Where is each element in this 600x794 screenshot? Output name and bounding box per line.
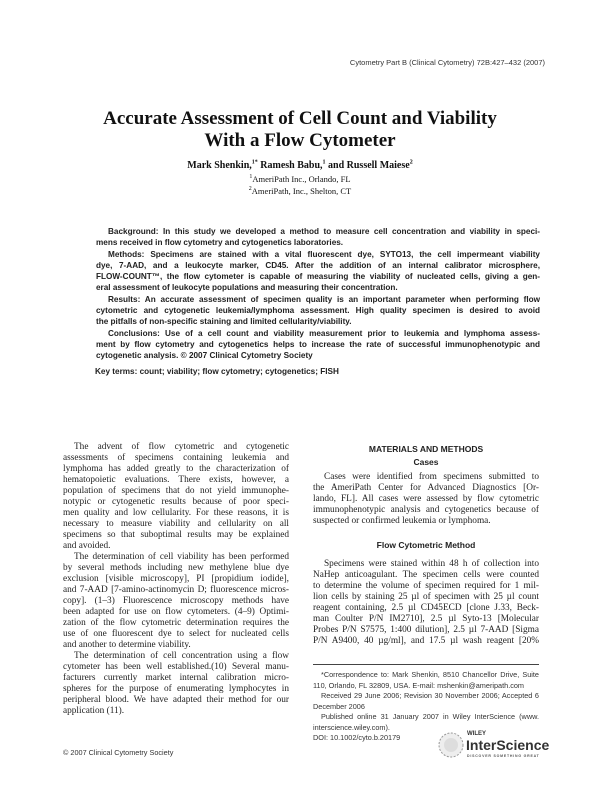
text-line: to determine the volume of specimen required for 1 mil- <box>313 581 539 591</box>
footnote-line: DOI: 10.1002/cyto.b.20179 <box>313 733 401 742</box>
text-line: The determination of cell viability has been performed <box>74 552 289 562</box>
text-line: lymphoma has added greatly to the characterization of <box>63 464 289 474</box>
text-line: exclusion [visible microscopy], PI [propidium iodide], <box>63 574 289 584</box>
cases-paragraph <box>313 472 539 527</box>
text-line: P/N A9400, 40 µg/ml], and 17.5 µl wash reagent [20% <box>313 636 539 646</box>
text-line: specimens so that suboptimal results may be explained <box>63 530 289 540</box>
text-line: man Coulter P/N IM2710], 2.5 µl Syto-13 [Molecular <box>313 614 539 624</box>
abstract-line: FLOW-COUNT™, the flow cytometer is capable of measuring the viability of nucleated cells, giving a gen- <box>96 272 540 282</box>
abstract-line: ment by flow cytometry and cytogenetics helps to increase the rate of successful immunophenotypic and <box>96 339 540 349</box>
text-line: use of one fluorescent dye to select for nucleated cells <box>63 629 289 639</box>
text-line: notypic or cytogenetic results because of poor speci- <box>63 497 289 507</box>
footnote-line: December 2006 <box>313 701 365 711</box>
abstract-line: the pitfalls of non-specific staining and limited cellularity/viability. <box>96 317 352 327</box>
subheading-cases: Cases <box>413 457 439 467</box>
text-line: and another to determine viability. <box>63 640 191 650</box>
affiliation-text: AmeriPath, Inc., Shelton, CT <box>251 186 352 196</box>
text-line: by several methods including new methylene blue dye <box>63 563 289 573</box>
abstract-line: Methods: Specimens are stained with a vital fluorescent dye, SYTO13, the cell impermeant viability <box>108 249 540 259</box>
footnote-line: *Correspondence to: Mark Shenkin, 8510 Chancellor Drive, Suite <box>321 670 539 679</box>
text-line: facturers currently market internal calibration micro- <box>63 673 289 683</box>
text-line: and avoided. <box>63 541 111 551</box>
text-line: suspected or confirmed leukemia or lymphoma. <box>313 516 491 526</box>
logo-brand: WILEY <box>467 731 486 737</box>
affil-mark: 1 <box>322 159 326 166</box>
text-line: NaHep anticoagulant. The specimen cells were counted <box>313 570 539 580</box>
affil-mark: 1 <box>249 174 253 181</box>
abstract <box>96 226 540 362</box>
text-line: necessary to measure viability and cellularity on all <box>63 519 289 529</box>
text-line: Cases were identified from specimens submitted to <box>324 472 539 482</box>
text-line: assessments of specimens containing leukemia and <box>63 453 289 463</box>
footnote-line: Received 29 June 2006; Revision 30 November 2006; Accepted 6 <box>321 691 539 700</box>
abstract-line: mens received in flow cytometry and cytogenetics laboratories. <box>96 238 344 248</box>
logo-name: InterScience <box>466 737 550 753</box>
author-list <box>0 160 600 172</box>
abstract-line: cytogenetic analysis. © 2007 Clinical Cytometry Society <box>96 351 313 361</box>
affiliation-text: AmeriPath Inc., Orlando, FL <box>252 174 351 184</box>
text-line: population of specimens that do not yield immunophe- <box>63 486 289 496</box>
text-line: Probes P/N S7575, 1:400 dilution], 2.5 µl 7-AAD [Sigma <box>313 625 539 635</box>
text-line: hematopoietic evaluations. There exists, however, a <box>63 475 289 485</box>
logo-tagline: DISCOVER SOMETHING GREAT <box>467 754 540 758</box>
text-line: reagent containing, 2.5 µl CD45ECD [clone J.33, Beck- <box>313 603 539 613</box>
text-line: been adapted for use on flow cytometers. (4–9) Optimi- <box>63 607 289 617</box>
affil-mark: 2 <box>409 159 413 166</box>
subheading-flow-method: Flow Cytometric Method <box>376 540 476 550</box>
text-line: cytometer has been well established.(10) Several manu- <box>63 662 289 672</box>
wiley-interscience-logo <box>437 730 550 762</box>
text-line: the AmeriPath Center for Advanced Diagnostics [Or- <box>313 483 539 493</box>
flow-method-paragraph <box>313 559 539 647</box>
author: Ramesh Babu, <box>257 160 323 171</box>
affil-mark: 1* <box>251 159 258 166</box>
section-heading: MATERIALS AND METHODS <box>368 444 484 454</box>
text-line: immunophenotypic analysis and cytogenetics because of <box>313 505 539 515</box>
key-terms: Key terms: count; viability; flow cytometry; cytogenetics; FISH <box>95 367 339 376</box>
text-line: spheres for the purpose of enumerating lymphocytes in <box>63 684 289 694</box>
text-line: The determination of cell concentration using a flow <box>74 651 289 661</box>
title-line: With a Flow Cytometer <box>204 130 396 151</box>
text-line: zation of the flow cytometric determination requires the <box>63 618 289 628</box>
footnote-line: interscience.wiley.com). <box>313 722 390 732</box>
text-line: lion cells by staining 25 µl of specimen with 25 µl count <box>313 592 539 602</box>
affiliation <box>0 174 600 185</box>
text-line: The advent of flow cytometric and cytogenetic <box>74 442 289 452</box>
affil-mark: 2 <box>248 186 252 193</box>
intro-column <box>63 442 289 717</box>
text-line: men quality and low cellularity. For these reasons, it is <box>63 508 289 518</box>
author: Mark Shenkin, <box>187 160 252 171</box>
text-line: Specimens were stained within 48 h of collection into <box>324 559 539 569</box>
abstract-line: Background: In this study we developed a method to measure cell concentration and viability in speci- <box>108 227 540 236</box>
text-line: and 7-AAD [7-amino-actinomycin D; fluorescence micros- <box>63 585 289 595</box>
running-header: Cytometry Part B (Clinical Cytometry) 72B:427–432 (2007) <box>349 58 545 67</box>
abstract-line: Results: An accurate assessment of specimen quality is an important parameter when performing flow <box>108 294 540 304</box>
article-title <box>0 108 600 152</box>
author: and Russell Maiese <box>325 160 410 171</box>
text-line: application (11). <box>63 706 125 716</box>
abstract-line: dye, 7-AAD, and a leukocyte marker, CD45. After the addition of an internal calibrator microsphere, <box>96 260 540 270</box>
footnote-line: 110, Orlando, FL 32809, USA. E-mail: mshenkin@ameripath.com <box>313 680 525 690</box>
text-line: lando, FL]. All cases were assessed by flow cytometric <box>313 494 539 504</box>
abstract-line: Conclusions: Use of a cell count and viability measurement prior to leukemia and lymphoma assess- <box>108 328 540 338</box>
affiliation <box>0 186 600 197</box>
copyright: © 2007 Clinical Cytometry Society <box>63 748 174 757</box>
text-line: peripheral blood. We have adapted their method for our <box>63 695 289 705</box>
footnote-divider <box>313 664 539 665</box>
abstract-line: cytometric and cytogenetic leukemia/lymphoma assessment. High quality specimen is desired to avoid <box>96 306 540 316</box>
title-line: Accurate Assessment of Cell Count and Viability <box>103 108 497 129</box>
text-line: copy]. (1–3) Fluorescence microscopy methods have <box>63 596 289 606</box>
abstract-line: eral assessment of leukocyte populations and measuring their concentration. <box>96 283 398 293</box>
footnote-line: Published online 31 January 2007 in Wiley InterScience (www. <box>321 712 539 721</box>
